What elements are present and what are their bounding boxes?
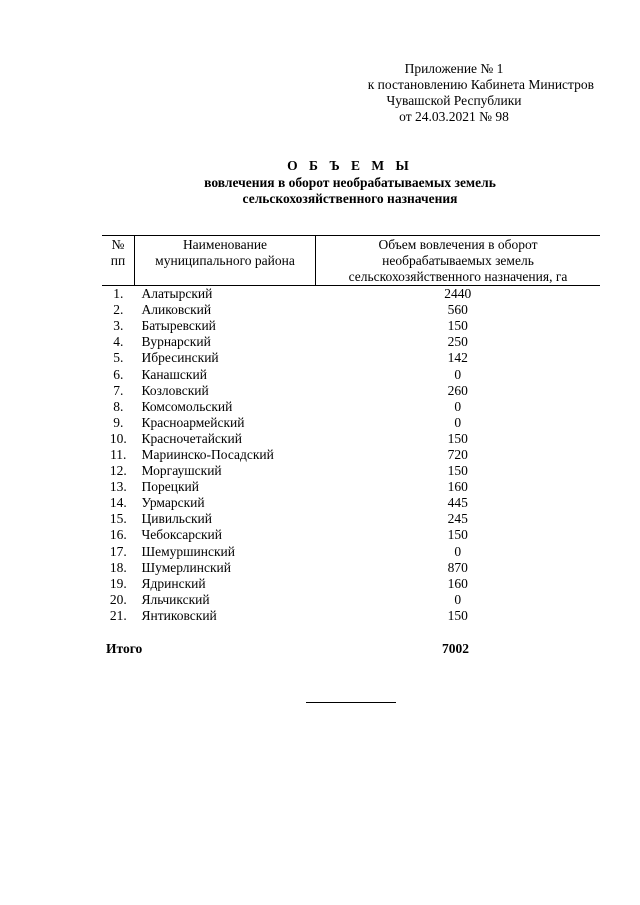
header-name-line2: муниципального района: [155, 253, 295, 268]
appendix-republic: Чувашской Республики: [386, 93, 522, 108]
row-number: 18.: [109, 559, 127, 575]
row-number: 12.: [109, 463, 127, 479]
header-volume-line2: необрабатываемых земель: [382, 253, 534, 268]
table-row: [102, 479, 600, 495]
row-number: 5.: [113, 350, 124, 366]
appendix-title: Приложение № 1: [404, 61, 504, 76]
row-district-name: Алатырский: [141, 286, 213, 302]
title-subtitle-line1: вовлечения в оборот необрабатываемых земель: [204, 175, 496, 190]
row-number: 13.: [109, 479, 127, 495]
table-row: [102, 366, 600, 382]
table-row: [102, 431, 600, 447]
table-row: [102, 576, 600, 592]
row-district-name: Урмарский: [141, 495, 205, 511]
table-row: [102, 495, 600, 511]
row-volume-value: 2440: [444, 286, 472, 302]
row-volume-value: 260: [447, 382, 468, 398]
row-district-name: Козловский: [141, 382, 209, 398]
row-volume-value: 560: [447, 302, 468, 318]
row-volume-value: 445: [447, 495, 468, 511]
row-number: 8.: [113, 398, 124, 414]
row-volume-value: 870: [447, 559, 468, 575]
header-number-line2: пп: [110, 253, 126, 268]
table-row: [102, 318, 600, 334]
header-volume: [316, 236, 601, 286]
row-district-name: Канашский: [141, 366, 207, 382]
row-district-name: Батыревский: [141, 318, 216, 334]
table-row: [102, 511, 600, 527]
header-volume-line3: сельскохозяйственного назначения, га: [348, 269, 568, 284]
row-district-name: Шемуршинский: [141, 543, 235, 559]
row-number: 7.: [113, 382, 124, 398]
table-row: [102, 286, 600, 303]
row-volume-value: 142: [447, 350, 468, 366]
row-volume-value: 150: [447, 318, 468, 334]
appendix-block: [334, 61, 594, 125]
row-volume-value: 245: [447, 511, 468, 527]
row-number: 15.: [109, 511, 127, 527]
header-number-line1: №: [111, 237, 125, 252]
row-district-name: Ибресинский: [141, 350, 219, 366]
row-district-name: Яльчикский: [141, 591, 210, 607]
table-row: [102, 463, 600, 479]
appendix-date-number: от 24.03.2021 № 98: [399, 109, 509, 124]
table-row: [102, 415, 600, 431]
row-district-name: Чебоксарский: [141, 527, 223, 543]
table-row: [102, 399, 600, 415]
document-title: [100, 158, 600, 207]
row-number: 6.: [113, 366, 124, 382]
row-volume-value: 150: [447, 607, 468, 623]
row-number: 14.: [109, 495, 127, 511]
row-district-name: Порецкий: [141, 479, 199, 495]
row-volume-value: 150: [447, 463, 468, 479]
row-volume-value: 0: [454, 591, 462, 607]
row-number: 19.: [109, 575, 127, 591]
closing-divider: [306, 702, 396, 703]
table-row: [102, 527, 600, 543]
row-district-name: Цивильский: [141, 511, 212, 527]
row-volume-value: 250: [447, 334, 468, 350]
row-district-name: Моргаушский: [141, 463, 222, 479]
volumes-table: [102, 235, 600, 624]
row-volume-value: 150: [447, 430, 468, 446]
row-number: 9.: [113, 414, 124, 430]
row-district-name: Красноармейский: [141, 414, 245, 430]
total-label: Итого: [106, 641, 143, 656]
row-district-name: Янтиковский: [141, 607, 217, 623]
row-district-name: Вурнарский: [141, 334, 211, 350]
row-number: 16.: [109, 527, 127, 543]
row-district-name: Шумерлинский: [141, 559, 231, 575]
row-number: 3.: [113, 318, 124, 334]
title-subtitle-line2: сельскохозяйственного назначения: [242, 191, 458, 206]
table-row: [102, 608, 600, 624]
row-volume-value: 0: [454, 366, 462, 382]
row-number: 17.: [109, 543, 127, 559]
row-number: 1.: [113, 286, 124, 302]
row-district-name: Аликовский: [141, 302, 212, 318]
row-volume-value: 0: [454, 543, 462, 559]
table-row: [102, 544, 600, 560]
header-name-line1: Наименование: [182, 237, 268, 252]
row-number: 20.: [109, 591, 127, 607]
row-district-name: Красночетайский: [141, 430, 242, 446]
table-row: [102, 383, 600, 399]
row-volume-value: 720: [447, 446, 468, 462]
row-number: 10.: [109, 430, 127, 446]
total-value: 7002: [442, 641, 469, 656]
table-row: [102, 592, 600, 608]
row-volume-value: 150: [447, 527, 468, 543]
appendix-resolution: к постановлению Кабинета Министров: [367, 77, 594, 92]
row-volume-value: 0: [454, 414, 462, 430]
table-body: [102, 286, 600, 624]
table-row: [102, 350, 600, 366]
row-district-name: Мариинско-Посадский: [141, 446, 274, 462]
table-header-row: [102, 236, 600, 286]
row-district-name: Комсомольский: [141, 398, 233, 414]
table-row: [102, 302, 600, 318]
row-number: 4.: [113, 334, 124, 350]
header-district-name: [135, 236, 316, 286]
row-district-name: Ядринский: [141, 575, 206, 591]
table-row: [102, 560, 600, 576]
row-volume-value: 0: [454, 398, 462, 414]
header-volume-line1: Объем вовлечения в оборот: [378, 237, 538, 252]
row-number: 11.: [110, 446, 127, 462]
row-volume-value: 160: [447, 479, 468, 495]
header-number: [102, 236, 135, 286]
row-volume-value: 160: [447, 575, 468, 591]
title-heading: О Б Ъ Е М Ы: [287, 158, 413, 173]
table-row: [102, 447, 600, 463]
row-number: 21.: [109, 607, 127, 623]
row-number: 2.: [113, 302, 124, 318]
table-row: [102, 334, 600, 350]
